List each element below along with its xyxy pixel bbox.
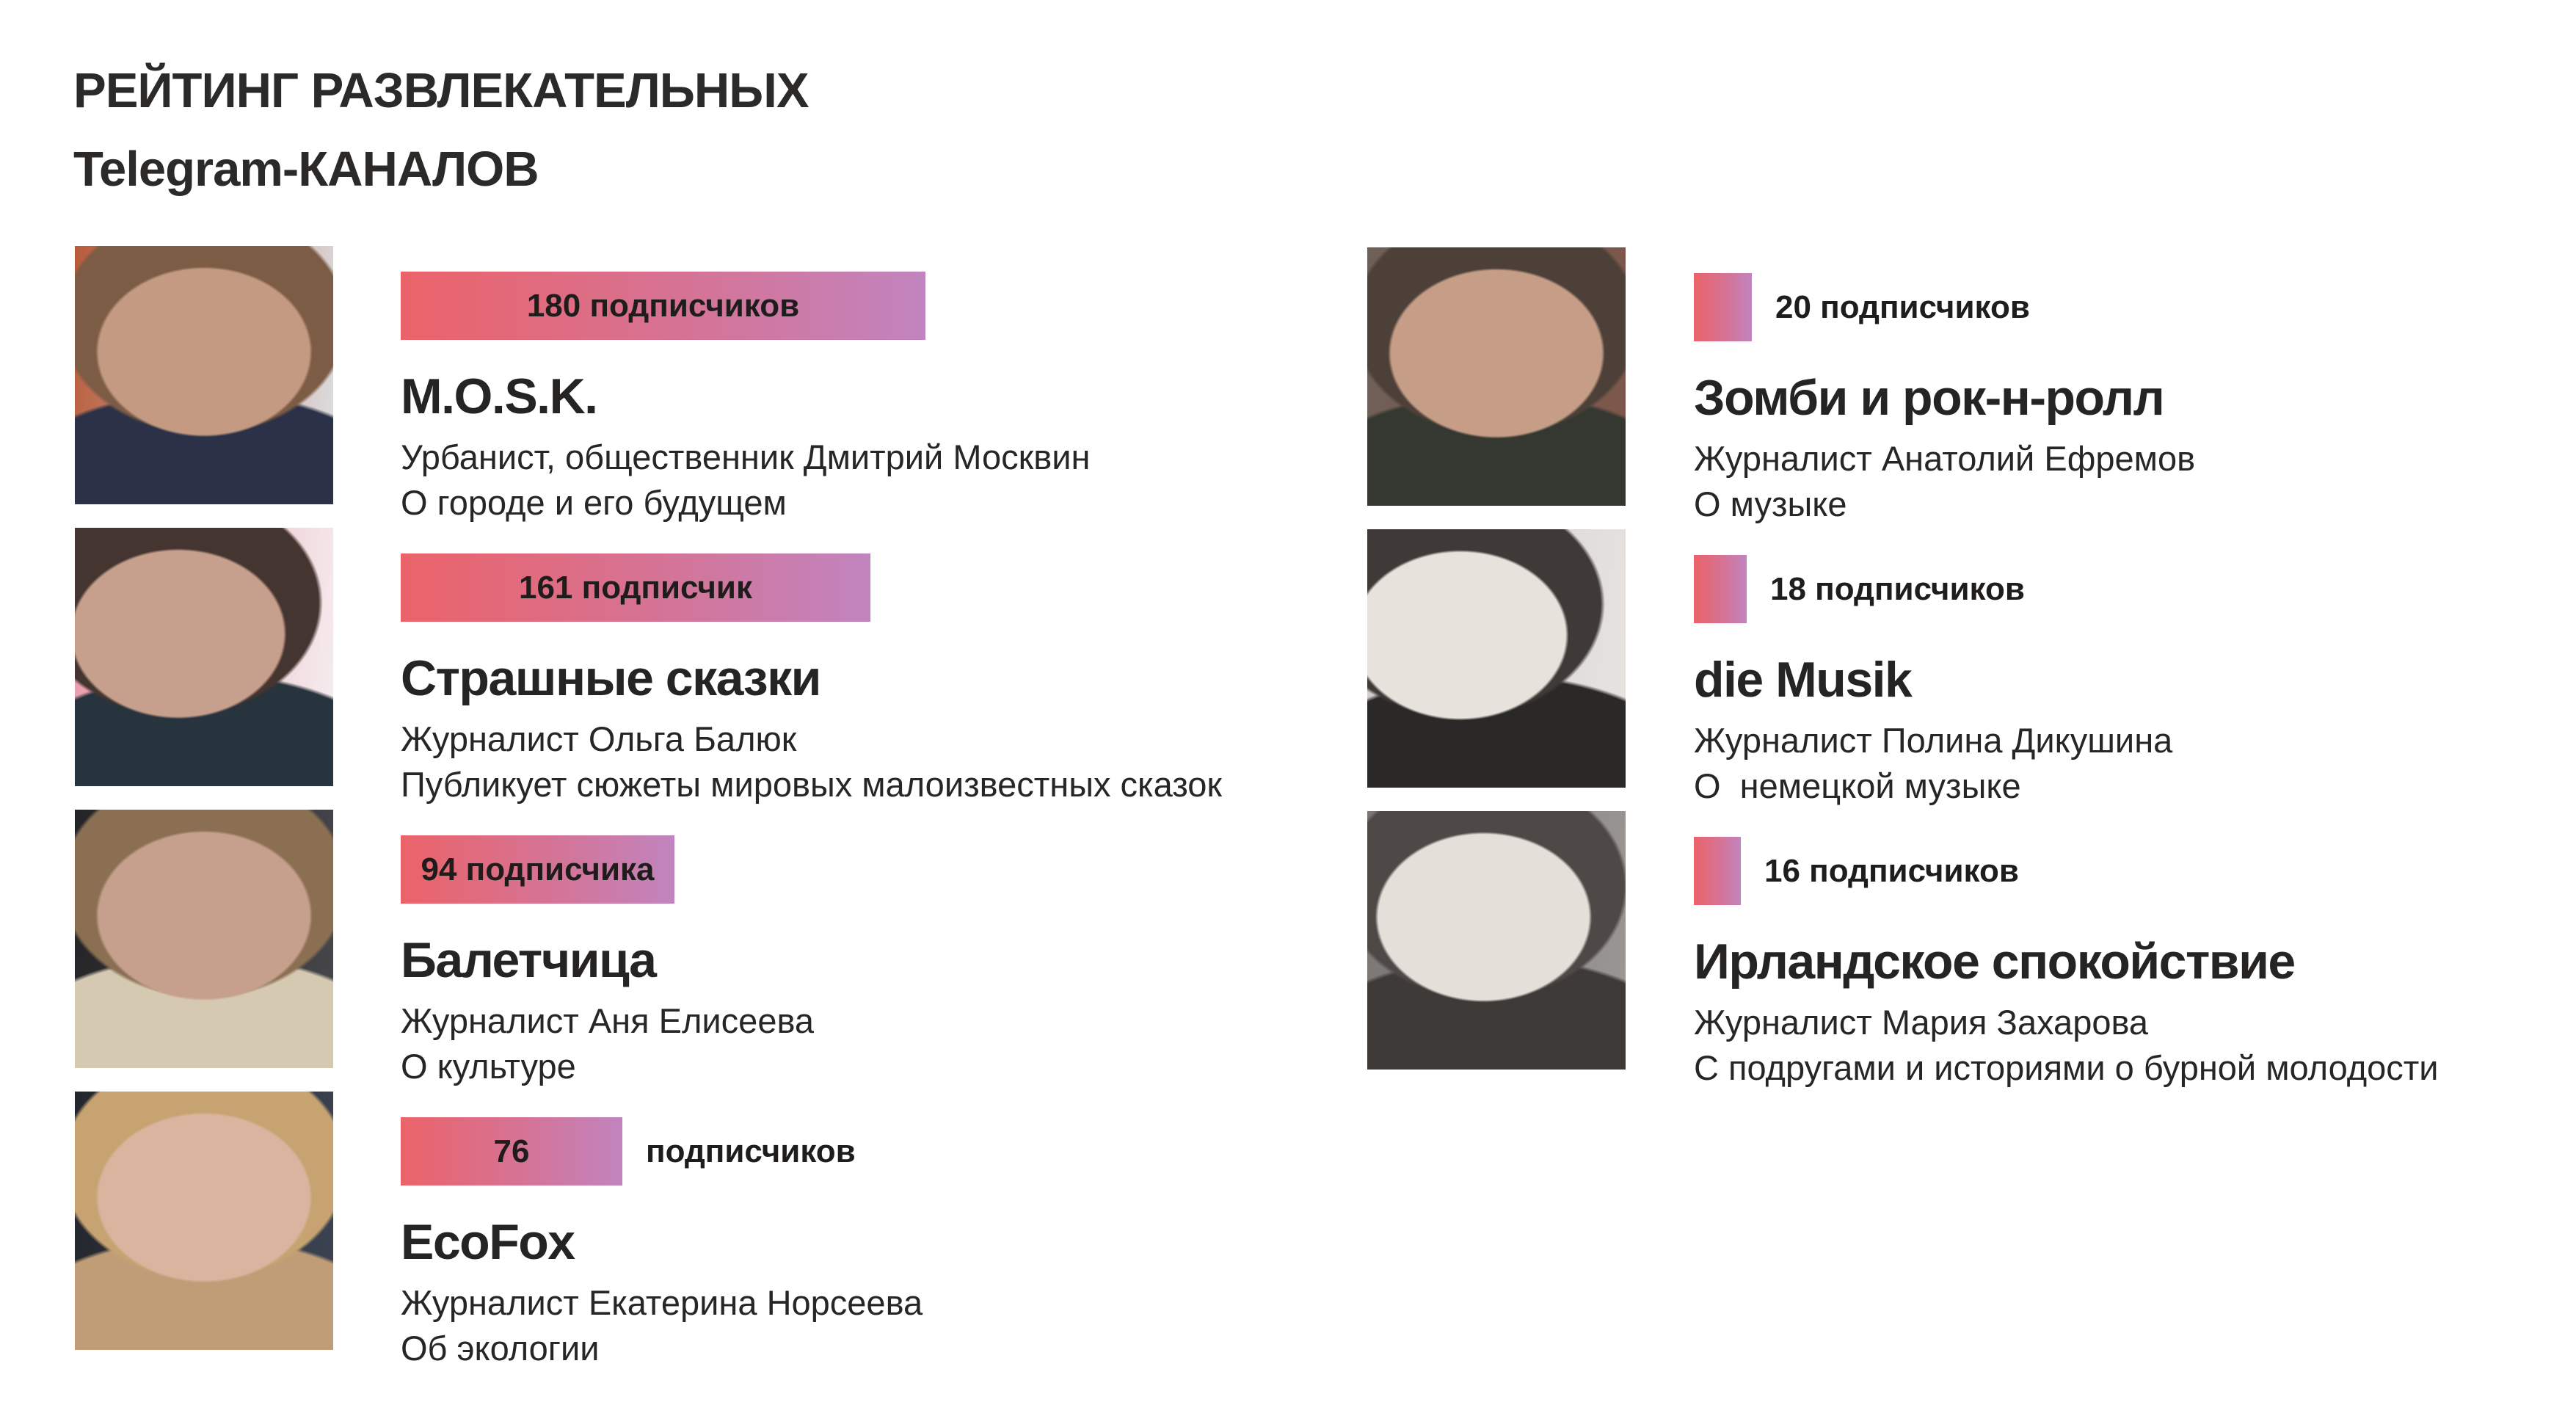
subscribers-bar-line [401,272,1443,340]
channel-photo [75,246,333,504]
subscribers-count-label: 180 подписчиков [526,287,800,324]
page-title-line2: Telegram-КАНАЛОВ [73,142,539,197]
subscribers-bar [401,835,674,904]
channel-name: Балетчица [401,932,656,988]
subscribers-bar [1694,837,1741,905]
channel-topic: Публикует сюжеты мировых малоизвестных сказок [401,765,1222,805]
subscribers-count-label: 94 подписчика [421,851,655,887]
channel-topic: С подругами и историями о бурной молодости [1694,1048,2439,1088]
subscribers-count-label: 161 подписчик [518,569,752,606]
channel-name: EcoFox [401,1214,575,1270]
channel-topic: О музыке [1694,484,1847,524]
channel-topic: О немецкой музыке [1694,766,2021,806]
channel-author: Журналист Мария Захарова [1694,1003,2149,1042]
channel-name: Зомби и рок-н-ролл [1694,370,2164,426]
subscribers-bar-line [1694,273,2576,341]
channel-photo [1367,247,1626,506]
subscribers-bar [401,272,925,340]
subscribers-bar-line [401,553,1443,622]
channel-photo [75,528,333,786]
channel-author: Журналист Анатолий Ефремов [1694,439,2196,479]
subscribers-count-label: 18 подписчиков [1770,570,2025,607]
subscribers-bar-line [401,1117,1443,1185]
subscribers-bar [1694,555,1747,623]
channel-photo [1367,529,1626,788]
channel-photo [75,1092,333,1350]
subscribers-count-label: 16 подписчиков [1764,852,2019,889]
subscribers-count-unit: подписчиков [646,1133,856,1169]
subscribers-bar-line [1694,555,2576,623]
channel-photo [1367,811,1626,1070]
subscribers-bar [1694,273,1752,341]
channel-name: die Musik [1694,652,1912,708]
page-title [73,51,809,208]
subscribers-bar-line [401,835,1443,904]
channel-topic: О культуре [401,1047,576,1086]
channel-name: Страшные сказки [401,650,821,706]
channel-name: M.O.S.K. [401,368,597,424]
channel-photo [75,810,333,1068]
subscribers-count-number: 76 [493,1133,530,1169]
subscribers-count-label: 20 подписчиков [1775,288,2030,325]
channel-author: Журналист Полина Дикушина [1694,721,2173,760]
channel-author: Урбанист, общественник Дмитрий Москвин [401,437,1091,477]
channel-topic: Об экологии [401,1329,600,1368]
channel-topic: О городе и его будущем [401,483,787,523]
channel-author: Журналист Аня Елисеева [401,1001,815,1041]
subscribers-bar [401,553,870,622]
channel-author: Журналист Ольга Балюк [401,719,797,759]
page-title-line1: РЕЙТИНГ РАЗВЛЕКАТЕЛЬНЫХ [73,63,809,118]
channel-author: Журналист Екатерина Норсеева [401,1283,923,1323]
subscribers-bar-line [1694,837,2576,905]
subscribers-bar [401,1117,622,1185]
channel-name: Ирландское спокойствие [1694,934,2295,990]
